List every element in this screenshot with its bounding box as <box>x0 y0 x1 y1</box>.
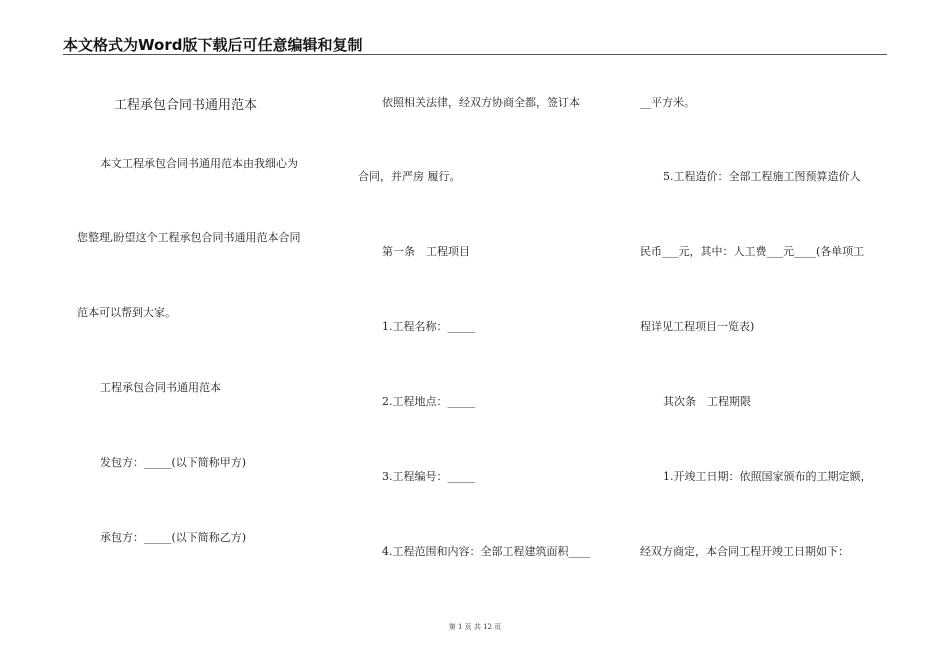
col1-line: 工程承包合同书通用范本 <box>100 381 221 394</box>
col1-line: 承包方：_____(以下简称乙方) <box>100 531 247 544</box>
col3-line: 程详见工程项目一览表) <box>640 320 755 333</box>
col3-line: 1.开竣工日期：依照国家颁布的工期定额， <box>663 470 872 483</box>
col2-line: 1.工程名称：_____ <box>382 320 475 333</box>
col2-line: 3.工程编号：_____ <box>382 470 475 483</box>
header-divider <box>63 54 887 55</box>
col2-line: 合同，并严房 履行。 <box>358 170 461 183</box>
col1-line: 范本可以帮到大家。 <box>77 306 176 319</box>
col1-line: 发包方：_____(以下简称甲方) <box>100 456 247 469</box>
col1-line: 本文工程承包合同书通用范本由我细心为 <box>100 157 298 170</box>
col3-line: __平方米。 <box>640 96 695 109</box>
col3-line: 民币___元，其中：人工费___元____(各单项工 <box>640 245 865 258</box>
col2-line: 2.工程地点：_____ <box>382 395 475 408</box>
page-number-footer: 第 1 页 共 12 页 <box>448 623 502 631</box>
col3-line: 经双方商定，本合同工程开竣工日期如下： <box>640 545 849 558</box>
col2-line: 依照相关法律，经双方协商全都，签订本 <box>382 96 580 109</box>
col3-line: 5.工程造价：全部工程施工图预算造价人 <box>663 170 861 183</box>
col3-line: 其次条 工程期限 <box>663 395 751 408</box>
document-title: 工程承包合同书通用范本 <box>114 98 258 113</box>
col2-line: 第一条 工程项目 <box>382 245 470 258</box>
col1-line: 您整理,盼望这个工程承包合同书通用范本合同 <box>77 231 301 244</box>
document-header: 本文格式为Word版下载后可任意编辑和复制 <box>63 36 363 54</box>
col2-line: 4.工程范围和内容：全部工程建筑面积____ <box>382 545 591 558</box>
